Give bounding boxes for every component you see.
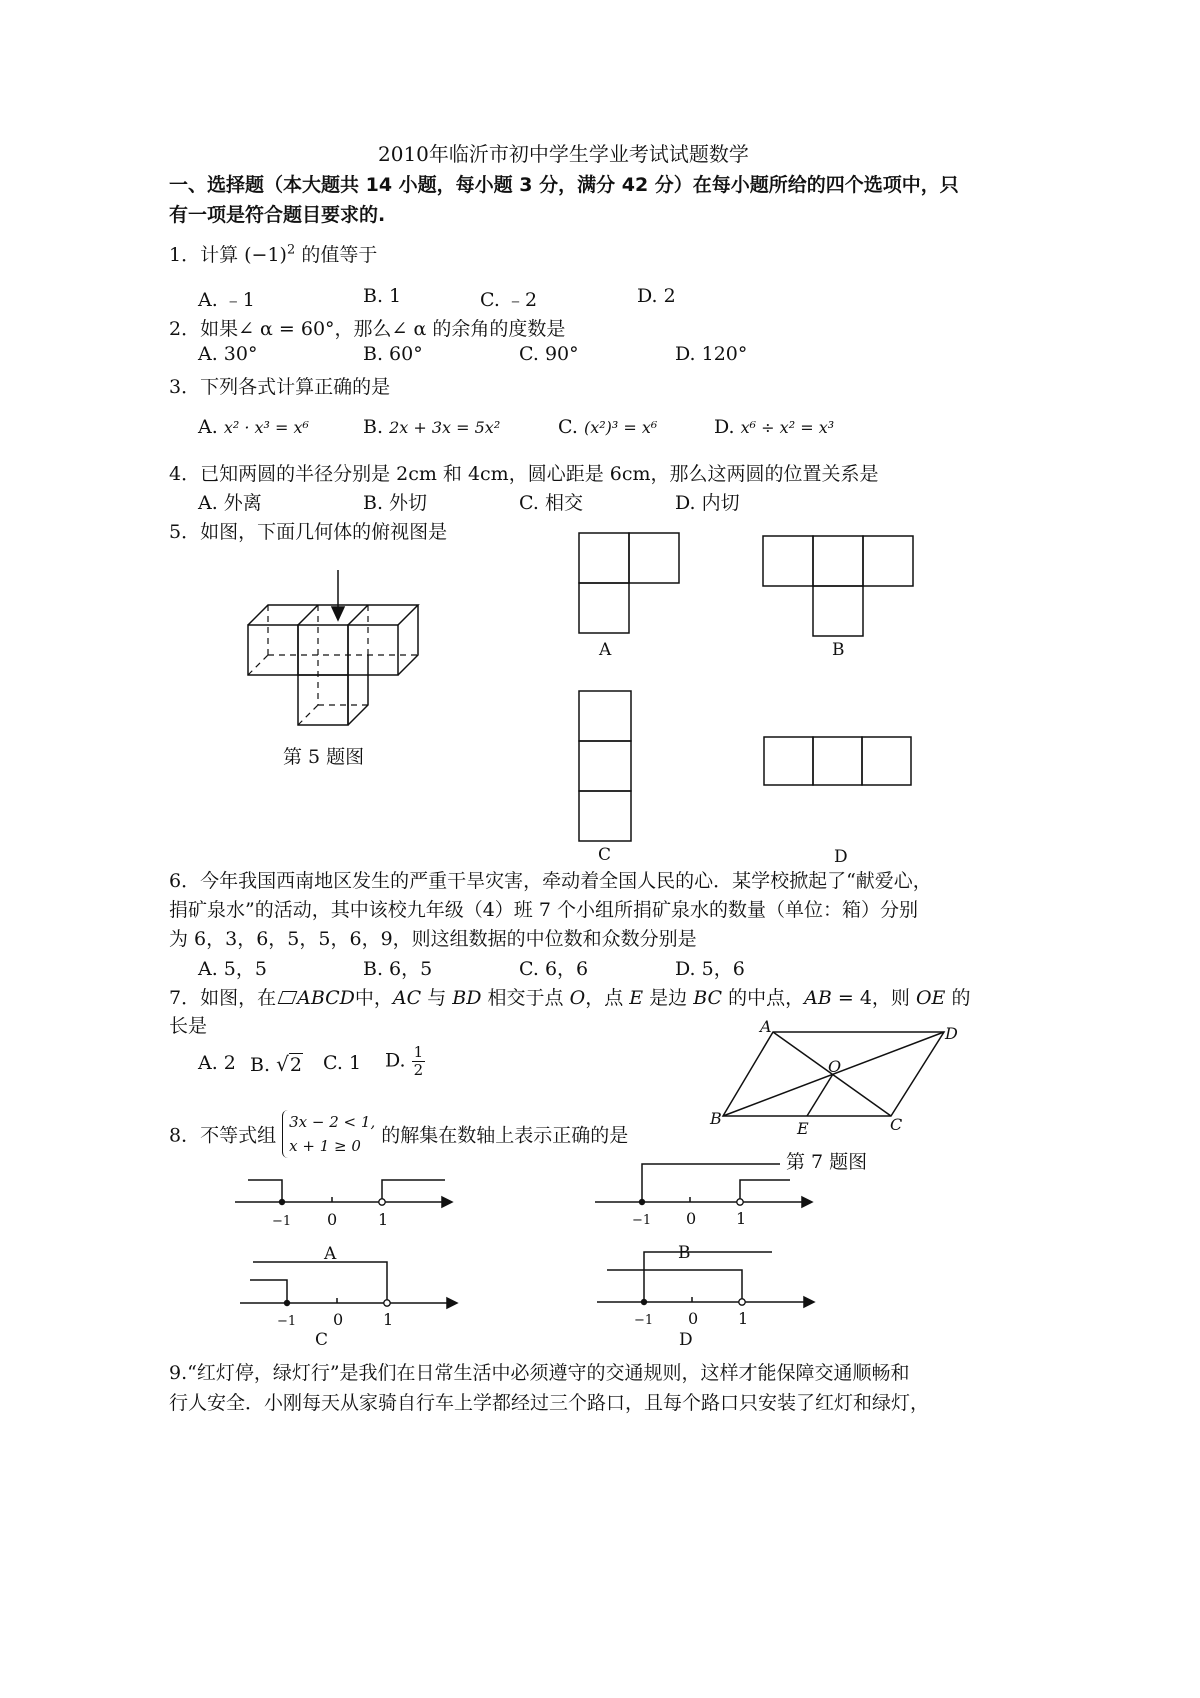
q8-option-c-label: C — [315, 1330, 329, 1350]
q5-solid-figure — [240, 565, 440, 735]
q8-option-d-label: D — [679, 1330, 693, 1350]
q7-point-e: E — [797, 1119, 809, 1138]
svg-text:1: 1 — [736, 1209, 747, 1228]
svg-text:−1: −1 — [632, 1213, 652, 1228]
svg-text:1: 1 — [378, 1210, 389, 1229]
q8-number-line-c — [235, 1258, 465, 1333]
q1-option-d: D. 2 — [637, 285, 676, 307]
q8-d-point-1 — [739, 1299, 745, 1305]
q8-a-point-1 — [379, 1199, 385, 1205]
segment-oe — [807, 1074, 833, 1116]
svg-text:1: 1 — [383, 1310, 394, 1329]
q8-number-line-b — [590, 1160, 820, 1235]
q3-option-c: C. (x²)³ = x⁶ — [558, 416, 658, 438]
svg-text:0: 0 — [688, 1309, 699, 1328]
q5-option-b-figure — [762, 535, 914, 637]
question-9-line1: 9.“红灯停，绿灯行”是我们在日常生活中必须遵守的交通规则，这样才能保障交通顺畅和 — [169, 1362, 910, 1384]
q6-option-d: D. 5，6 — [675, 958, 745, 980]
q8-c-point-neg1 — [284, 1300, 290, 1306]
q2-option-a: A. 30° — [198, 343, 258, 365]
question-1-prefix: 1．计算 — [169, 244, 239, 266]
q7-point-d: D — [945, 1024, 958, 1043]
q8-option-b-label: B — [678, 1243, 691, 1263]
q4-option-a: A. 外离 — [198, 492, 262, 514]
q5-front-face-1 — [248, 625, 298, 675]
q5-arrow-head — [332, 607, 344, 620]
question-6-line3: 为 6，3，6，5，5，6，9，则这组数据的中位数和众数分别是 — [169, 928, 697, 950]
question-1-suffix: 的值等于 — [301, 244, 378, 266]
q3-option-a: A. x² · x³ = x⁶ — [198, 416, 309, 438]
q2-option-c: C. 90° — [519, 343, 579, 365]
svg-text:−1: −1 — [272, 1214, 292, 1229]
svg-text:−1: −1 — [277, 1314, 297, 1329]
q7-option-d: D. $\frac{1}{2}$ — [385, 1043, 424, 1079]
q5-option-d-figure — [763, 736, 913, 786]
q8-c-point-1 — [384, 1300, 390, 1306]
q8-b-point-1 — [737, 1199, 743, 1205]
q8-inequality-system: 3x − 2 < 1, x + 1 ≥ 0 — [282, 1110, 375, 1158]
q5-front-face-3 — [348, 625, 398, 675]
q5-front-face-2 — [298, 625, 348, 675]
svg-text:0: 0 — [333, 1310, 344, 1329]
question-9-line2: 行人安全．小刚每天从家骑自行车上学都经过三个路口，且每个路口只安装了红灯和绿灯， — [169, 1392, 930, 1414]
svg-text:1: 1 — [738, 1309, 749, 1328]
svg-text:0: 0 — [327, 1210, 338, 1229]
question-8: 8．不等式组 3x − 2 < 1, x + 1 ≥ 0 的解集在数轴上表示正确的是 — [169, 1110, 628, 1158]
q7-parallelogram-figure — [700, 1018, 970, 1138]
q8-number-line-d — [592, 1250, 822, 1330]
q5-option-a-figure — [578, 532, 680, 634]
section-header-line2: 有一项是符合题目要求的. — [169, 204, 386, 226]
q7-figure-caption: 第 7 题图 — [786, 1151, 868, 1173]
q5-option-b-label: B — [832, 640, 845, 660]
question-1 — [169, 240, 377, 267]
q7-option-c: C. 1 — [323, 1052, 362, 1074]
q7-option-b: B. √2 — [250, 1052, 302, 1076]
question-5: 5．如图，下面几何体的俯视图是 — [169, 521, 448, 543]
q5-option-a-label: A — [599, 640, 612, 660]
q1-option-b: B. 1 — [363, 285, 402, 307]
q3-option-d: D. x⁶ ÷ x² = x³ — [714, 416, 835, 438]
q5-bottom-cube-front — [298, 675, 348, 725]
section-header-line1: 一、选择题（本大题共 14 小题，每小题 3 分，满分 42 分）在每小题所给的四个选项中，只 — [169, 174, 959, 196]
q6-option-c: C. 6，6 — [519, 958, 589, 980]
question-4: 4．已知两圆的半径分别是 2cm 和 4cm，圆心距是 6cm，那么这两圆的位置关系是 — [169, 463, 879, 485]
q1-option-c: C. ﹣2 — [480, 289, 538, 311]
q8-number-line-a — [230, 1175, 460, 1235]
q4-option-d: D. 内切 — [675, 492, 740, 514]
q6-option-b: B. 6，5 — [363, 958, 433, 980]
question-6-line1: 6．今年我国西南地区发生的严重干旱灾害，牵动着全国人民的心．某学校掀起了“献爱心， — [169, 870, 932, 892]
q8-d-point-neg1 — [641, 1299, 647, 1305]
q8-option-a-label: A — [324, 1244, 337, 1264]
question-6-line2: 捐矿泉水”的活动，其中该校九年级（4）班 7 个小组所捐矿泉水的数量（单位：箱）分别 — [169, 899, 918, 921]
page-title: 2010年临沂市初中学生学业考试试题数学 — [378, 142, 749, 166]
q3-option-b: B. 2x + 3x = 5x² — [363, 416, 501, 438]
q8-b-point-neg1 — [639, 1199, 645, 1205]
question-1-expr: $(-1)^2$ — [244, 242, 296, 266]
q7-point-c: C — [890, 1115, 903, 1134]
q7-point-b: B — [710, 1109, 722, 1128]
svg-text:−1: −1 — [634, 1313, 654, 1328]
question-7-line2: 长是 — [169, 1015, 208, 1037]
q5-option-c-label: C — [598, 845, 612, 865]
svg-text:0: 0 — [686, 1209, 697, 1228]
q7-option-a: A. 2 — [198, 1052, 236, 1074]
q4-option-c: C. 相交 — [519, 492, 583, 514]
q1-option-a: A. ﹣1 — [198, 289, 255, 311]
q5-figure-caption: 第 5 题图 — [283, 746, 365, 768]
q4-option-b: B. 外切 — [363, 492, 428, 514]
q5-option-d-label: D — [834, 847, 848, 867]
q2-option-b: B. 60° — [363, 343, 423, 365]
q5-option-c-figure — [578, 690, 632, 842]
question-2: 2．如果∠ α = 60°，那么∠ α 的余角的度数是 — [169, 318, 566, 340]
question-3: 3．下列各式计算正确的是 — [169, 376, 391, 398]
q7-point-a: A — [760, 1017, 772, 1036]
q7-point-o: O — [828, 1057, 842, 1076]
parallelogram-symbol — [278, 991, 298, 1004]
q8-a-point-neg1 — [279, 1199, 285, 1205]
q2-option-d: D. 120° — [675, 343, 748, 365]
question-7-line1: 7．如图，在 ABCD中，AC 与 BD 相交于点 O，点 E 是边 BC 的中点，AB = 4，则 OE 的 — [169, 987, 971, 1009]
q6-option-a: A. 5，5 — [198, 958, 267, 980]
